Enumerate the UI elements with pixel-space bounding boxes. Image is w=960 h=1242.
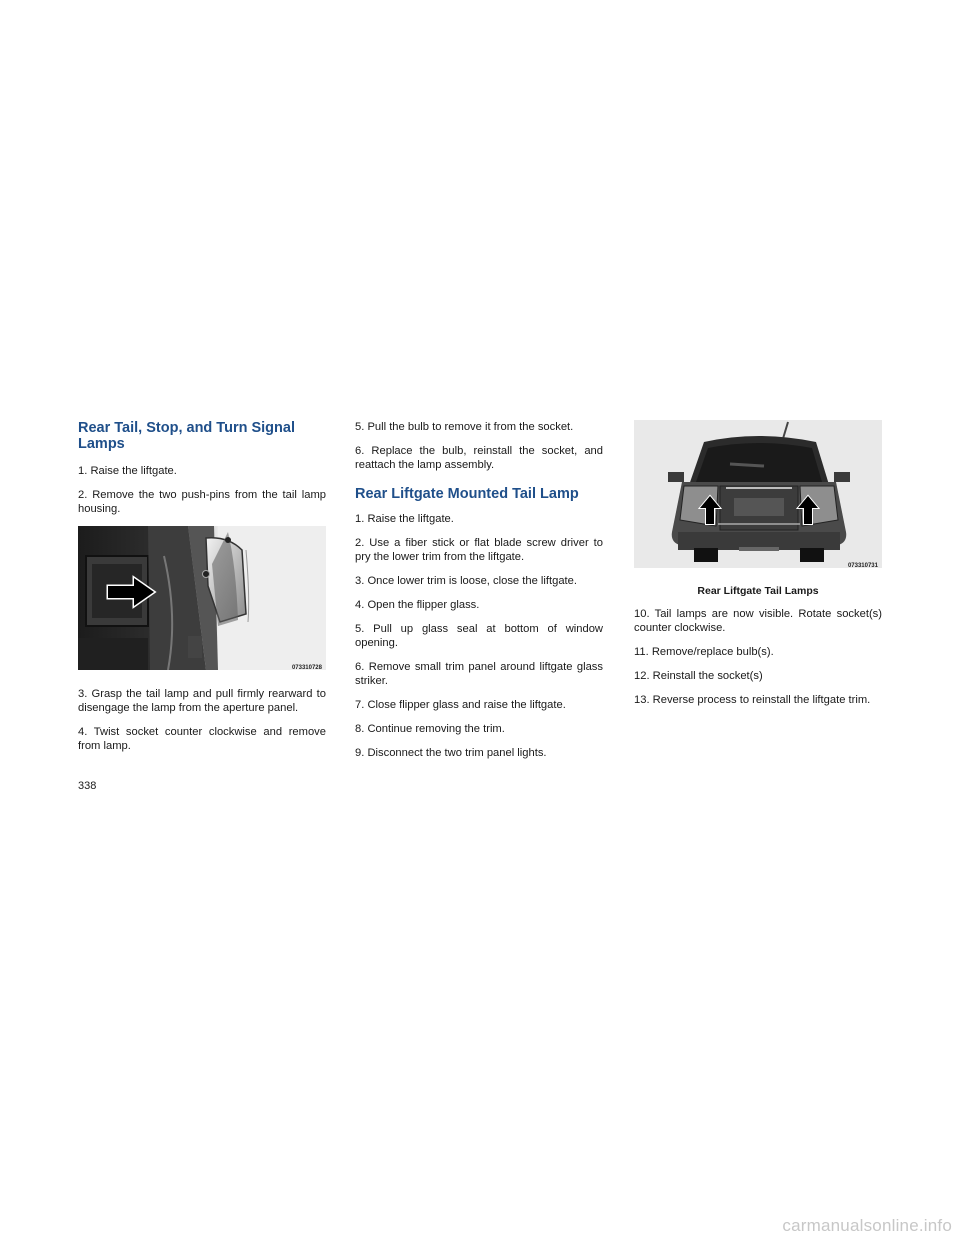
figure-tail-lamp-housing xyxy=(78,526,326,675)
liftgate-step-1: 1. Raise the liftgate. xyxy=(355,513,454,525)
figure-liftgate-tail-lamps xyxy=(634,420,882,573)
tail-lamp-photo xyxy=(78,526,326,670)
column-1 xyxy=(78,420,326,763)
liftgate-step-7: 7. Close flipper glass and raise the liftgate. xyxy=(355,699,566,711)
step-4: 4. Twist socket counter clockwise and remove from lamp. xyxy=(78,726,326,752)
page-number: 338 xyxy=(78,780,97,792)
liftgate-step-3: 3. Once lower trim is loose, close the liftgate. xyxy=(355,575,577,587)
step-5: 5. Pull the bulb to remove it from the socket. xyxy=(355,421,574,433)
liftgate-step-9: 9. Disconnect the two trim panel lights. xyxy=(355,747,547,759)
step-6: 6. Replace the bulb, reinstall the socket, and reattach the lamp assembly. xyxy=(355,445,603,471)
section-heading-liftgate-tail-lamp: Rear Liftgate Mounted Tail Lamp xyxy=(355,486,579,502)
liftgate-step-8: 8. Continue removing the trim. xyxy=(355,723,505,735)
liftgate-step-4: 4. Open the flipper glass. xyxy=(355,599,480,611)
figure-caption: Rear Liftgate Tail Lamps xyxy=(697,585,819,597)
liftgate-step-13: 13. Reverse process to reinstall the liftgate trim. xyxy=(634,694,871,706)
liftgate-step-10: 10. Tail lamps are now visible. Rotate socket(s) counter clockwise. xyxy=(634,608,882,634)
step-1: 1. Raise the liftgate. xyxy=(78,465,177,477)
column-2 xyxy=(355,420,603,770)
watermark: carmanualsonline.info xyxy=(782,1216,952,1235)
column-3 xyxy=(634,420,882,717)
liftgate-step-6: 6. Remove small trim panel around liftgate glass striker. xyxy=(355,661,603,687)
liftgate-step-12: 12. Reinstall the socket(s) xyxy=(634,670,763,682)
step-2: 2. Remove the two push-pins from the tail lamp housing. xyxy=(78,489,326,515)
figure-code: 073310731 xyxy=(847,563,878,569)
step-3: 3. Grasp the tail lamp and pull firmly rearward to disengage the lamp from the aperture panel. xyxy=(78,688,326,714)
liftgate-step-5: 5. Pull up glass seal at bottom of window opening. xyxy=(355,623,603,649)
section-heading-rear-tail-lamps: Rear Tail, Stop, and Turn Signal Lamps xyxy=(78,420,295,452)
liftgate-step-2: 2. Use a fiber stick or flat blade screw driver to pry the lower trim from the liftgate. xyxy=(355,537,603,563)
figure-code: 073310728 xyxy=(291,665,322,671)
liftgate-photo xyxy=(634,420,882,568)
liftgate-step-11: 11. Remove/replace bulb(s). xyxy=(634,646,774,658)
